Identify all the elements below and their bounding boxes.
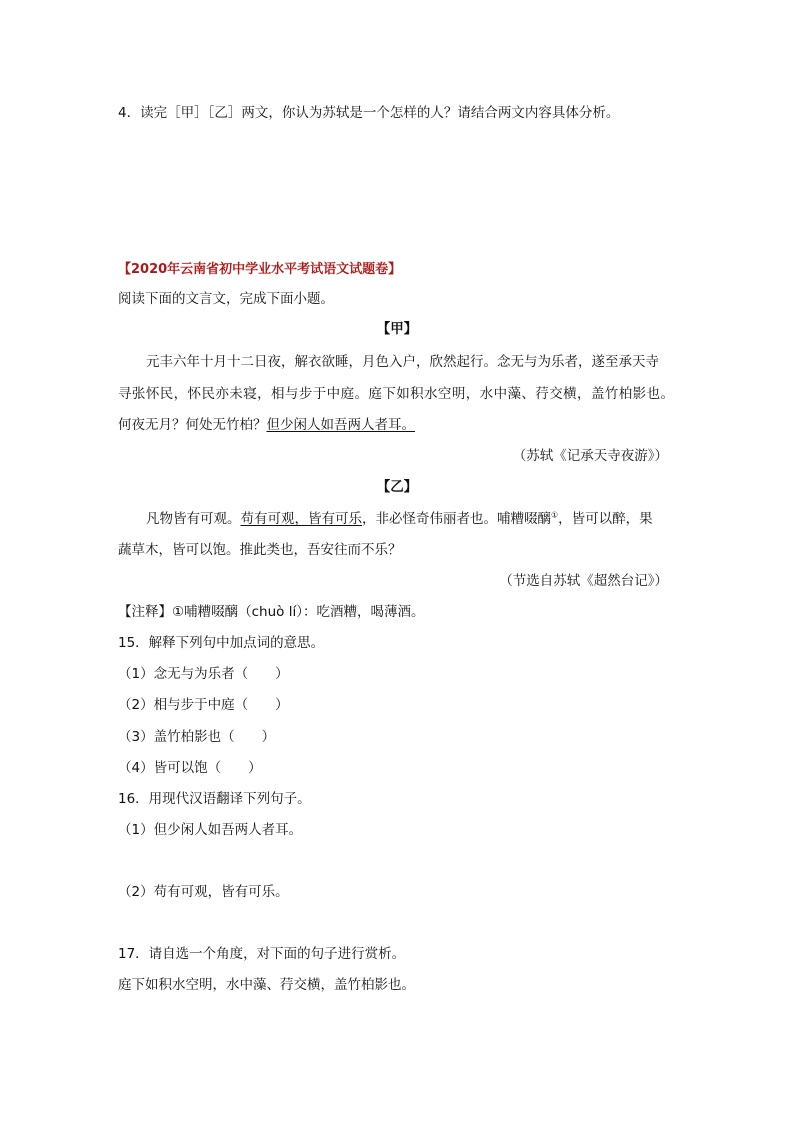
passage-jia-underlined-sentence: 但少闲人如吾两人者耳。 — [266, 417, 415, 433]
passage-yi-source: （节选自苏轼《超然台记》） — [499, 573, 668, 589]
passage-jia-source: （苏轼《记承天寺夜游》） — [512, 448, 668, 464]
section-title: 【2020年云南省初中学业水平考试语文试题卷】 — [118, 262, 402, 277]
question-15-item-4: （4）皆可以饱（ ） — [118, 760, 262, 776]
question-15-item-3: （3）盖竹柏影也（ ） — [118, 729, 276, 745]
passage-jia-line-3 — [118, 416, 415, 434]
passage-yi-line-1-end: ，皆可以醉，果 — [558, 511, 653, 527]
passage-jia-line-2: 寻张怀民，怀民亦未寝，相与步于中庭。庭下如积水空明，水中藻、荇交横，盖竹柏影也。 — [118, 386, 674, 402]
question-16-item-1: （1）但少闲人如吾两人者耳。 — [118, 822, 303, 838]
question-17-sentence: 庭下如积水空明，水中藻、荇交横，盖竹柏影也。 — [118, 977, 415, 993]
question-17-stem: 17．请自选一个角度，对下面的句子进行赏析。 — [118, 946, 406, 962]
passage-yi-heading: 【乙】 — [376, 479, 418, 495]
question-16-stem: 16．用现代汉语翻译下列句子。 — [118, 791, 311, 807]
question-15-stem: 15．解释下列句中加点词的意思。 — [118, 635, 325, 651]
passage-yi-line-1-post: ，非必怪奇伟丽者也。哺糟啜醨 — [362, 511, 551, 527]
question-4: 4．读完［甲］［乙］两文，你认为苏轼是一个怎样的人？请结合两文内容具体分析。 — [118, 105, 620, 121]
passage-yi-underlined-sentence: 苟有可观，皆有可乐 — [240, 511, 362, 527]
question-16-item-2: （2）苟有可观，皆有可乐。 — [118, 884, 289, 900]
annotation-note: 【注释】①哺糟啜醨（chuò lí）：吃酒糟，喝薄酒。 — [118, 604, 425, 620]
footnote-marker: ① — [551, 510, 559, 520]
passage-yi-line-1-pre: 凡物皆有可观。 — [146, 511, 241, 527]
question-15-item-2: （2）相与步于中庭（ ） — [118, 697, 289, 713]
passage-jia-heading: 【甲】 — [376, 321, 418, 337]
passage-jia-line-3-plain: 何夜无月？何处无竹柏？ — [118, 417, 267, 433]
passage-yi-line-1 — [146, 510, 653, 528]
passage-yi-line-2: 蔬草木，皆可以饱。推此类也，吾安往而不乐？ — [118, 542, 402, 558]
question-15-item-1: （1）念无与为乐者（ ） — [118, 666, 289, 682]
reading-instruction: 阅读下面的文言文，完成下面小题。 — [118, 291, 334, 307]
passage-jia-line-1: 元丰六年十月十二日夜，解衣欲睡，月色入户，欣然起行。念无与为乐者，遂至承天寺 — [146, 354, 659, 370]
